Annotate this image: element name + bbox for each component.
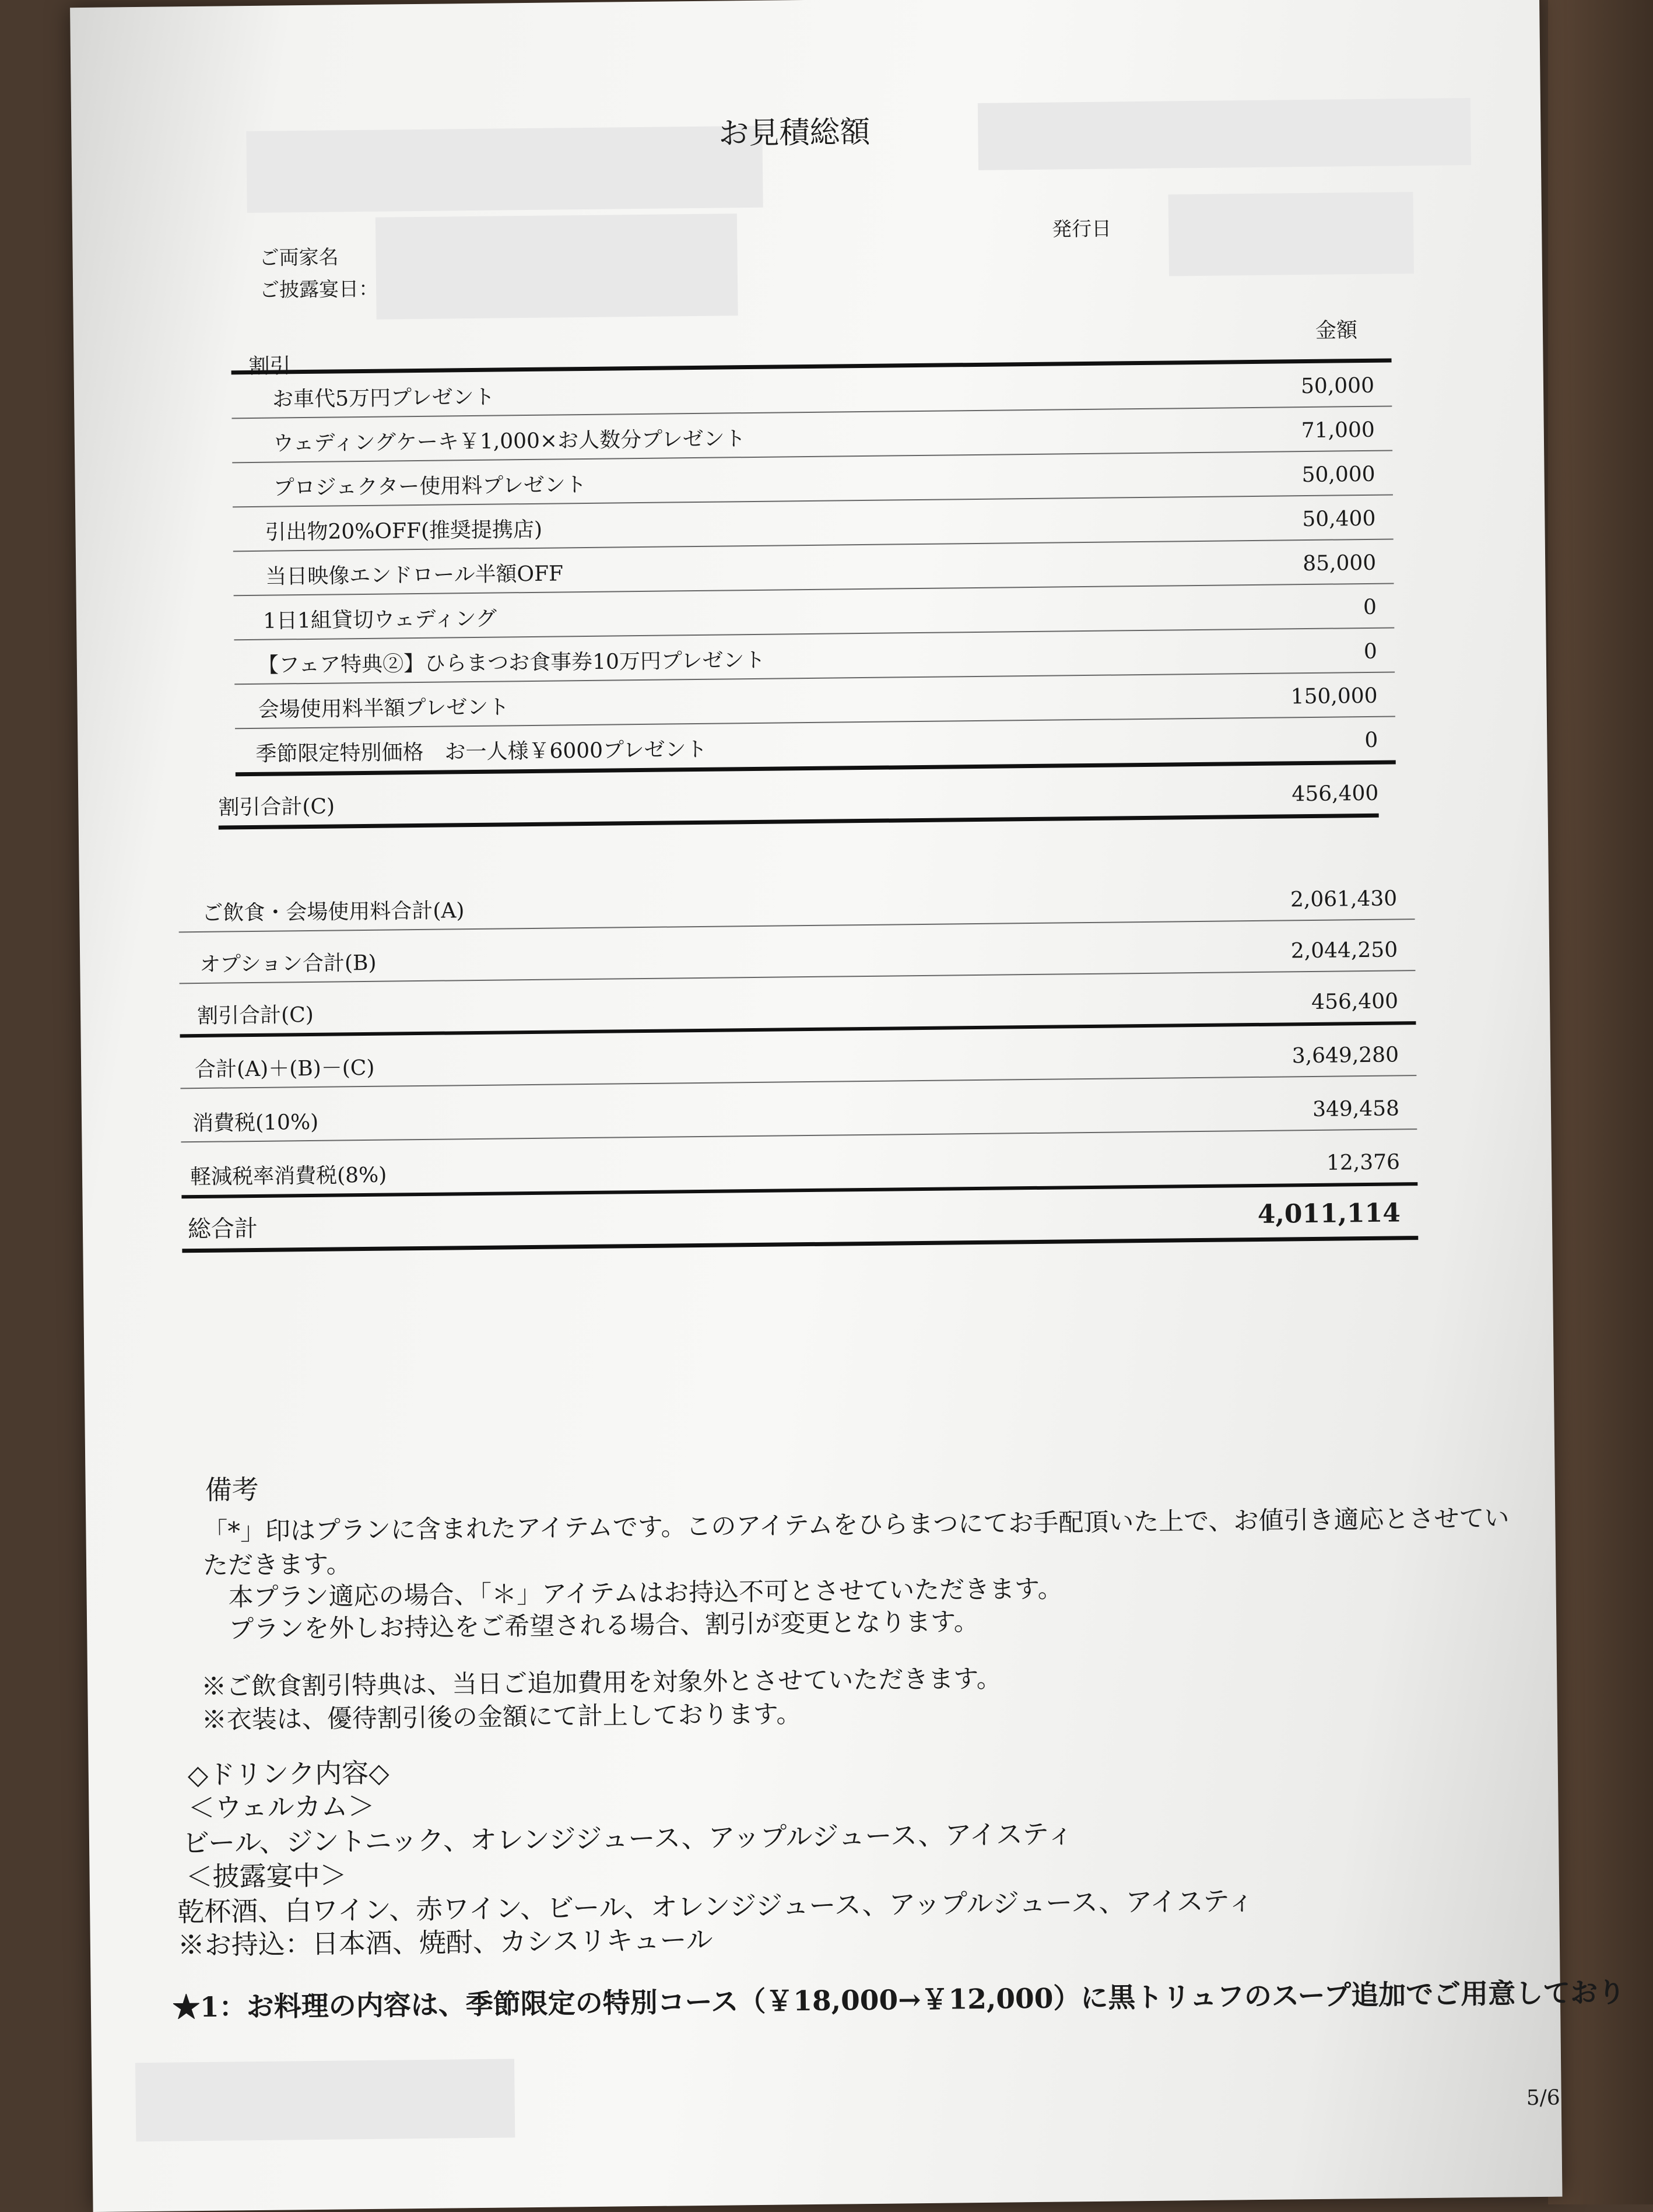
redaction-block [375, 213, 738, 319]
discount-item-label: お車代5万円プレゼント [272, 385, 495, 412]
discount-total-row [218, 765, 1379, 830]
discount-total-label: 割引合計(C) [218, 794, 335, 820]
discount-item-amount: 150,000 [1290, 683, 1378, 709]
discount-item-amount: 50,400 [1302, 506, 1376, 532]
discount-item-amount: 50,000 [1300, 373, 1375, 399]
discount-item-amount: 71,000 [1301, 418, 1375, 443]
summary-amount: 456,400 [1311, 989, 1399, 1014]
discount-item-label: 季節限定特別価格 お一人様￥6000プレゼント [255, 737, 707, 766]
background-surface [1548, 0, 1653, 2204]
discount-item-label: ウェディングケーキ￥1,000×お人数分プレゼント [272, 427, 746, 456]
summary-label: 軽減税率消費税(8%) [189, 1163, 387, 1190]
discount-item-label: 引出物20%OFF(推奨提携店) [265, 517, 543, 545]
redaction-block [1168, 192, 1414, 276]
amount-column-header: 金額 [1315, 318, 1358, 343]
notes-line: ※ご飲食割引特典は、当日ご追加費用を対象外とさせていただきます。 [201, 1664, 1002, 1702]
notes-line: 本プラン適応の場合、「＊」アイテムはお持込不可とさせていただきます。 [203, 1574, 1063, 1612]
redaction-block [135, 2059, 515, 2141]
grand-total-label: 総合計 [187, 1215, 258, 1243]
notes-line: ※衣装は、優待割引後の金額にて計上しております。 [201, 1699, 802, 1735]
summary-amount: 349,458 [1312, 1096, 1400, 1121]
discount-item-label: 会場使用料半額プレゼント [258, 695, 510, 722]
party-items: 乾杯酒、白ワイン、赤ワイン、ビール、オレンジジュース、アップルジュース、アイスティ [177, 1885, 1255, 1928]
estimate-document [70, 0, 1626, 2212]
redaction-block [978, 98, 1471, 170]
notes-line: プランを外しお持込をご希望される場合、割引が変更となります。 [203, 1607, 979, 1645]
family-name-label: ご両家名 [259, 246, 339, 270]
summary-label: 割引合計(C) [196, 1002, 314, 1029]
notes-line: 「*」印はプランに含まれたアイテムです。このアイテムをひらまつにてお手配頂いた上で、お値引き適応とさせてい [202, 1503, 1510, 1547]
notes-heading: 備考 [205, 1473, 259, 1506]
summary-label: ご飲食・会場使用料合計(A) [202, 899, 465, 926]
grand-total-amount: 4,011,114 [1257, 1198, 1401, 1229]
party-heading: ＜披露宴中＞ [185, 1859, 347, 1893]
notes-line: ただきます。 [202, 1550, 352, 1580]
summary-amount: 2,044,250 [1290, 938, 1398, 963]
summary-amount: 3,649,280 [1291, 1043, 1399, 1068]
party-date-label: ご披露宴日： [259, 277, 379, 302]
discount-item-amount: 0 [1363, 595, 1377, 620]
discount-item-label: プロジェクター使用料プレゼント [273, 472, 587, 500]
discount-item-label: 【フェア特典②】ひらまつお食事券10万円プレゼント [257, 648, 766, 678]
star-note: ★1：お料理の内容は、季節限定の特別コース（￥18,000→￥12,000）に黒トリュフのスープ追加でご用意しており [172, 1976, 1626, 2024]
summary-label: オプション合計(B) [199, 951, 377, 977]
summary-label: 合計(A)＋(B)－(C) [194, 1056, 375, 1082]
discount-item-amount: 0 [1364, 728, 1378, 753]
drink-heading: ◇ドリンク内容◇ [187, 1757, 389, 1791]
redaction-block [246, 126, 763, 213]
discount-table [218, 358, 1396, 829]
welcome-items: ビール、ジントニック、オレンジジュース、アップルジュース、アイスティ [182, 1818, 1074, 1859]
summary-label: 消費税(10%) [192, 1110, 319, 1136]
discount-item-label: 1日1組貸切ウェディング [262, 607, 497, 633]
summary-amount: 2,061,430 [1290, 886, 1398, 912]
summary-table [178, 868, 1419, 1253]
document-title: お見積総額 [718, 114, 871, 152]
discount-total-amount: 456,400 [1291, 781, 1379, 807]
welcome-heading: ＜ウェルカム＞ [188, 1790, 375, 1824]
discount-item-amount: 0 [1363, 639, 1377, 664]
discount-section-label: 割引 [248, 354, 291, 379]
summary-amount: 12,376 [1326, 1150, 1401, 1175]
discount-item-amount: 50,000 [1301, 462, 1375, 488]
bring-in-note: ※お持込：日本酒、焼酎、カシスリキュール [177, 1923, 713, 1961]
page-number: 5/6 [1526, 2085, 1560, 2111]
discount-item-amount: 85,000 [1302, 551, 1377, 576]
discount-item-label: 当日映像エンドロール半額OFF [265, 562, 564, 589]
issue-date-label: 発行日 [1051, 217, 1112, 241]
